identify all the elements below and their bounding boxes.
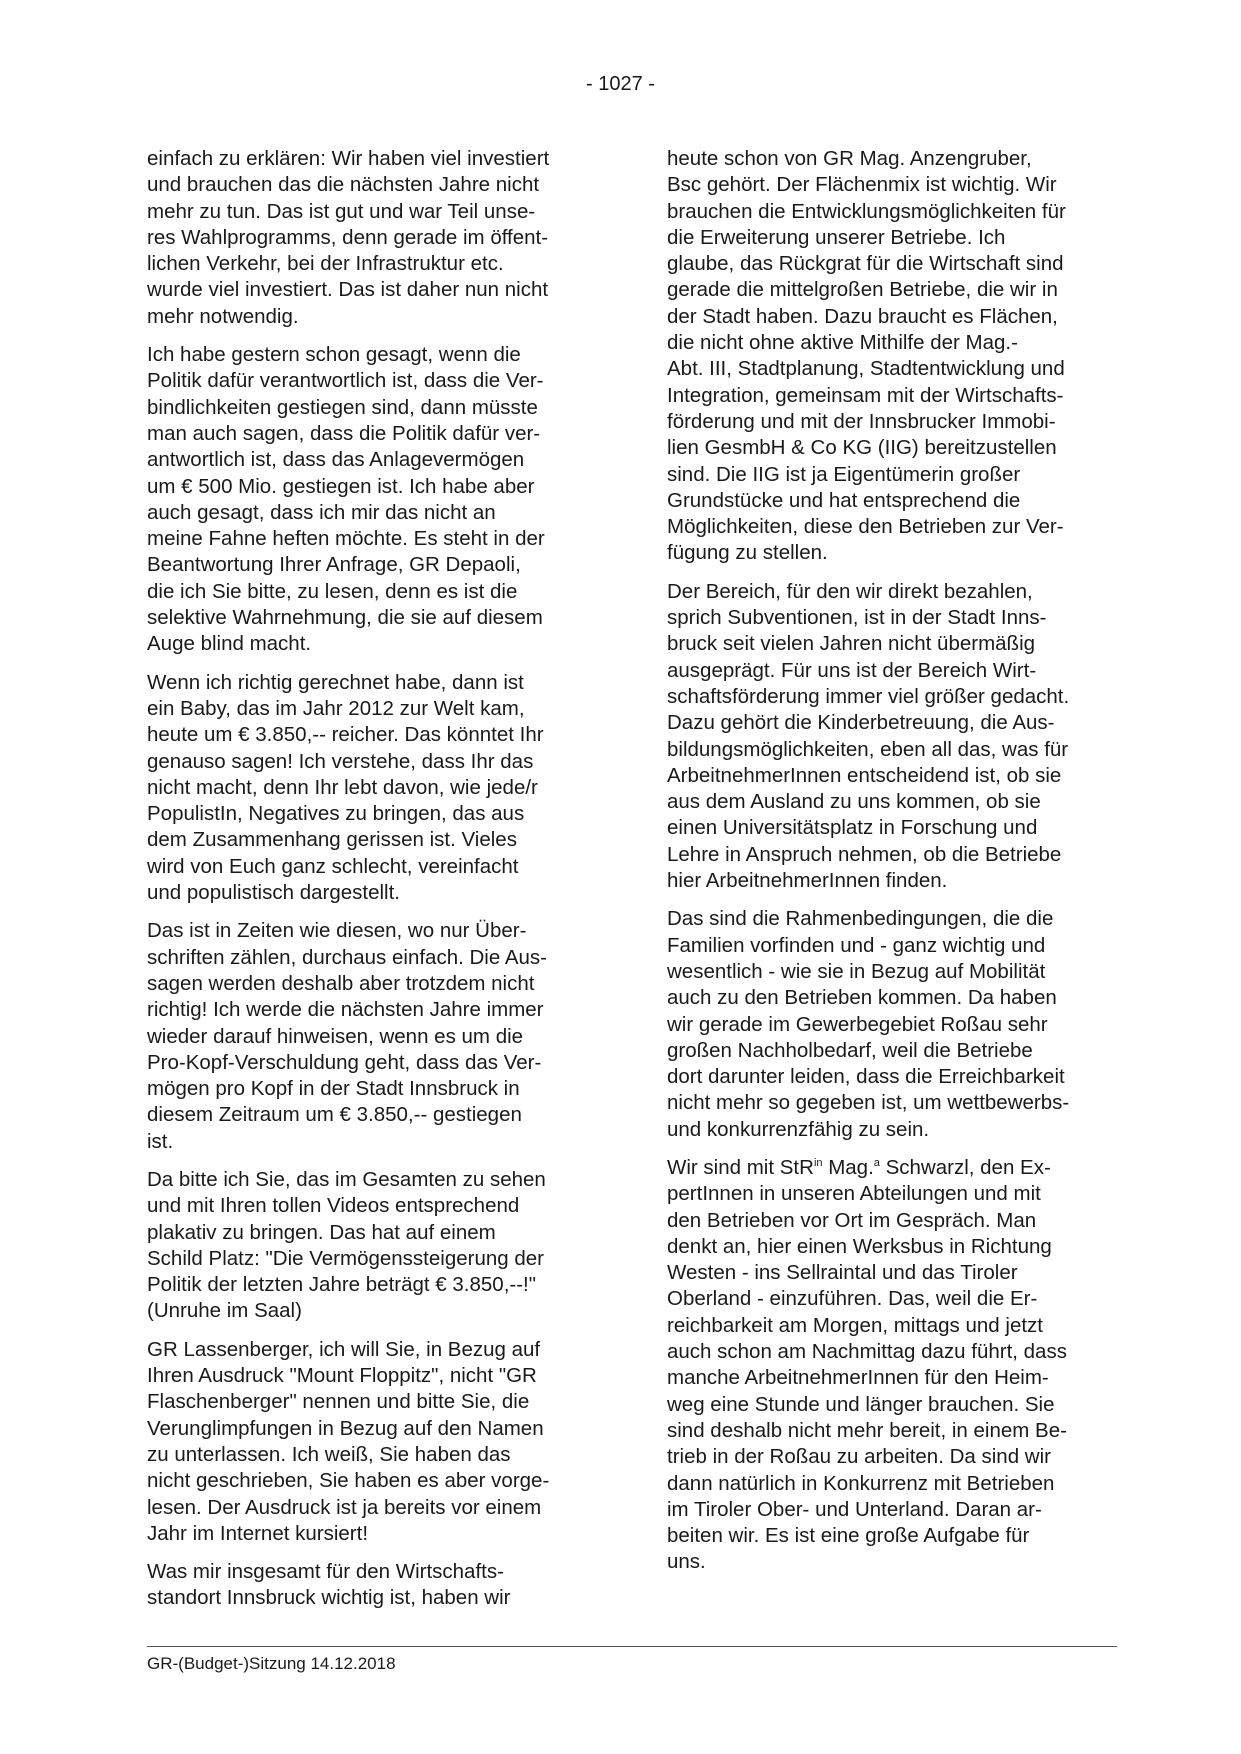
page-number: - 1027 -: [586, 73, 655, 95]
paragraph: [147, 918, 607, 1155]
text-line: schaftsförderung immer viel größer gedacht.: [667, 684, 1070, 708]
text-line: Grundstücke und hat entsprechend die: [667, 488, 1021, 512]
text-line: und brauchen das die nächsten Jahre nicht: [147, 173, 540, 197]
text-line: manche ArbeitnehmerInnen für den Heim-: [667, 1366, 1049, 1390]
text-line: einfach zu erklären: Wir haben viel investiert: [147, 147, 550, 170]
text-line: Auge blind macht.: [147, 632, 312, 656]
paragraph: [147, 670, 607, 907]
text-line: die nicht ohne aktive Mithilfe der Mag.-: [667, 331, 1018, 355]
text-line: gerade die mittelgroßen Betriebe, die wir in: [667, 278, 1058, 302]
text-line: einen Universitätsplatz in Forschung und: [667, 816, 1038, 840]
text-line: großen Nachholbedarf, weil die Betriebe: [667, 1038, 1033, 1062]
text-line: auch gesagt, dass ich mir das nicht an: [147, 500, 496, 524]
text-line: Integration, gemeinsam mit der Wirtschafts-: [667, 383, 1064, 407]
text-line: um € 500 Mio. gestiegen ist. Ich habe aber: [147, 474, 535, 498]
left-column: [147, 146, 607, 1624]
paragraph: [147, 1337, 607, 1547]
text-line: wird von Euch ganz schlecht, vereinfacht: [147, 854, 519, 878]
text-line: ausgeprägt. Für uns ist der Bereich Wirt-: [667, 658, 1037, 682]
text-line: genauso sagen! Ich verstehe, dass Ihr das: [147, 749, 534, 773]
footer-divider: [147, 1646, 1117, 1647]
text-line: PopulistIn, Negatives zu bringen, das aus: [147, 802, 525, 826]
text-line: auch schon am Nachmittag dazu führt, dass: [667, 1340, 1067, 1364]
text-line: Oberland - einzuführen. Das, weil die Er-: [667, 1287, 1038, 1311]
text-line: auch zu den Betrieben kommen. Da haben: [667, 986, 1057, 1010]
text-line: dem Zusammenhang gerissen ist. Vieles: [147, 828, 517, 852]
text-line: und konkurrenzfähig zu sein.: [667, 1117, 930, 1141]
text-line: selektive Wahrnehmung, die sie auf diesem: [147, 606, 543, 630]
text-line: Bsc gehört. Der Flächenmix ist wichtig. Wir: [667, 173, 1057, 197]
text-line: Das sind die Rahmenbedingungen, die die: [667, 907, 1054, 931]
text-line: Flaschenberger" nennen und bitte Sie, die: [147, 1390, 530, 1414]
text-line: brauchen die Entwicklungsmöglichkeiten für: [667, 199, 1066, 223]
text-line: bildungsmöglichkeiten, eben all das, was für: [667, 737, 1069, 761]
text-line: Ihren Ausdruck "Mount Floppitz", nicht "GR: [147, 1364, 537, 1388]
text-line: pertInnen in unseren Abteilungen und mit: [667, 1182, 1041, 1206]
text-line: Jahr im Internet kursiert!: [147, 1521, 369, 1545]
paragraph: [667, 906, 1127, 1143]
paragraph: [147, 1167, 607, 1325]
text-line: uns.: [667, 1550, 706, 1574]
text-line: standort Innsbruck wichtig ist, haben wir: [147, 1586, 511, 1610]
text-line: Pro-Kopf-Verschuldung geht, dass das Ver-: [147, 1050, 542, 1074]
text-line: wurde viel investiert. Das ist daher nun nicht: [147, 278, 549, 302]
paragraph: [667, 146, 1127, 567]
text-line: lesen. Der Ausdruck ist ja bereits vor einem: [147, 1495, 542, 1519]
footer-session-label: GR-(Budget-)Sitzung 14.12.2018: [147, 1654, 396, 1673]
text-fragment: Schwarzl, den Ex-: [879, 1155, 1051, 1179]
text-line: wir gerade im Gewerbegebiet Roßau sehr: [667, 1012, 1048, 1036]
text-line: nicht mehr so gegeben ist, um wettbewerbs-: [667, 1091, 1070, 1115]
text-line: ein Baby, das im Jahr 2012 zur Welt kam,: [147, 696, 525, 720]
paragraph: [667, 1155, 1127, 1576]
superscript: a: [873, 1156, 880, 1169]
text-line: Verunglimpfungen in Bezug auf den Namen: [147, 1416, 544, 1440]
text-line: hier ArbeitnehmerInnen finden.: [667, 869, 948, 893]
text-line: bruck seit vielen Jahren nicht übermäßig: [667, 632, 1036, 656]
text-line: Das ist in Zeiten wie diesen, wo nur Über-: [147, 919, 527, 943]
text-line: diesem Zeitraum um € 3.850,-- gestiegen: [147, 1103, 522, 1127]
text-line: Möglichkeiten, diese den Betrieben zur Ver-: [667, 515, 1064, 539]
text-line: aus dem Ausland zu uns kommen, ob sie: [667, 790, 1041, 814]
text-line: plakativ zu bringen. Das hat auf einem: [147, 1220, 496, 1244]
text-line: (Unruhe im Saal): [147, 1299, 302, 1323]
text-line: Abt. III, Stadtplanung, Stadtentwicklung und: [667, 357, 1065, 381]
text-line: Wenn ich richtig gerechnet habe, dann ist: [147, 670, 524, 694]
text-line: reichbarkeit am Morgen, mittags und jetzt: [667, 1313, 1043, 1337]
text-line: mehr zu tun. Das ist gut und war Teil unse-: [147, 199, 536, 223]
text-fragment: Mag.: [822, 1155, 874, 1179]
text-line: wieder darauf hinweisen, wenn es um die: [147, 1024, 524, 1048]
text-line: dann natürlich in Konkurrenz mit Betrieben: [667, 1471, 1055, 1495]
text-line: ArbeitnehmerInnen entscheidend ist, ob sie: [667, 763, 1062, 787]
text-line: den Betrieben vor Ort im Gespräch. Man: [667, 1208, 1037, 1232]
text-line: heute um € 3.850,-- reicher. Das könntet Ihr: [147, 723, 544, 747]
text-line: Dazu gehört die Kinderbetreuung, die Aus-: [667, 711, 1055, 735]
text-line: heute schon von GR Mag. Anzengruber,: [667, 147, 1032, 170]
text-line: die Erweiterung unserer Betriebe. Ich: [667, 225, 1006, 249]
text-line: und mit Ihren tollen Videos entsprechend: [147, 1194, 520, 1218]
right-column: [667, 146, 1127, 1588]
text-line: [667, 1155, 1127, 1181]
text-line: sind deshalb nicht mehr bereit, in einem Be-: [667, 1418, 1067, 1442]
text-line: ist.: [147, 1129, 174, 1153]
text-line: sind. Die IIG ist ja Eigentümerin großer: [667, 462, 1021, 486]
text-fragment: Wir sind mit StR: [667, 1155, 814, 1179]
text-line: zu unterlassen. Ich weiß, Sie haben das: [147, 1442, 511, 1466]
text-line: dort darunter leiden, dass die Erreichbarkeit: [667, 1065, 1065, 1089]
text-line: förderung und mit der Innsbrucker Immobi-: [667, 409, 1056, 433]
text-line: trieb in der Roßau zu arbeiten. Da sind wir: [667, 1445, 1051, 1469]
text-line: Was mir insgesamt für den Wirtschafts-: [147, 1560, 504, 1584]
text-line: GR Lassenberger, ich will Sie, in Bezug auf: [147, 1337, 541, 1361]
text-line: Schild Platz: "Die Vermögenssteigerung der: [147, 1246, 544, 1270]
text-line: mögen pro Kopf in der Stadt Innsbruck in: [147, 1077, 520, 1101]
text-line: res Wahlprogramms, denn gerade im öffent-: [147, 225, 549, 249]
text-line: meine Fahne heften möchte. Es steht in der: [147, 527, 545, 551]
text-line: nicht geschrieben, Sie haben es aber vorge-: [147, 1469, 550, 1493]
text-line: Da bitte ich Sie, das im Gesamten zu sehen: [147, 1167, 546, 1191]
text-line: man auch sagen, dass die Politik dafür ver-: [147, 421, 541, 445]
text-line: Ich habe gestern schon gesagt, wenn die: [147, 343, 521, 367]
text-line: Politik der letzten Jahre beträgt € 3.850,--!": [147, 1273, 537, 1297]
text-line: Der Bereich, für den wir direkt bezahlen,: [667, 579, 1033, 603]
text-line: weg eine Stunde und länger brauchen. Sie: [667, 1392, 1055, 1416]
text-line: glaube, das Rückgrat für die Wirtschaft sind: [667, 252, 1064, 276]
text-line: Beantwortung Ihrer Anfrage, GR Depaoli,: [147, 553, 521, 577]
superscript: in: [813, 1156, 823, 1169]
text-line: antwortlich ist, dass das Anlagevermögen: [147, 448, 525, 472]
text-line: nicht macht, denn Ihr lebt davon, wie jede/r: [147, 775, 538, 799]
text-line: mehr notwendig.: [147, 304, 299, 328]
text-line: im Tiroler Ober- und Unterland. Daran ar-: [667, 1497, 1042, 1521]
text-line: Familien vorfinden und - ganz wichtig und: [667, 933, 1046, 957]
text-line: richtig! Ich werde die nächsten Jahre immer: [147, 998, 544, 1022]
text-line: sagen werden deshalb aber trotzdem nicht: [147, 971, 535, 995]
text-line: sprich Subventionen, ist in der Stadt Inns-: [667, 606, 1047, 630]
paragraph: [147, 342, 607, 658]
text-line: bindlichkeiten gestiegen sind, dann müsste: [147, 395, 538, 419]
text-line: die ich Sie bitte, zu lesen, denn es ist die: [147, 579, 518, 603]
text-line: Politik dafür verantwortlich ist, dass die Ver-: [147, 369, 544, 393]
text-line: der Stadt haben. Dazu braucht es Flächen,: [667, 304, 1058, 328]
text-line: und populistisch dargestellt.: [147, 881, 400, 905]
text-line: Lehre in Anspruch nehmen, ob die Betriebe: [667, 842, 1062, 866]
text-line: fügung zu stellen.: [667, 541, 828, 565]
text-line: schriften zählen, durchaus einfach. Die Aus-: [147, 945, 547, 969]
text-line: wesentlich - wie sie in Bezug auf Mobilität: [667, 959, 1046, 983]
text-line: lichen Verkehr, bei der Infrastruktur etc.: [147, 252, 504, 276]
paragraph: [147, 146, 607, 330]
paragraph: [147, 1559, 607, 1612]
text-line: lien GesmbH & Co KG (IIG) bereitzustellen: [667, 436, 1057, 460]
text-line: beiten wir. Es ist eine große Aufgabe für: [667, 1524, 1030, 1548]
text-line: denkt an, hier einen Werksbus in Richtung: [667, 1234, 1052, 1258]
text-line: Westen - ins Sellraintal und das Tiroler: [667, 1261, 1018, 1285]
paragraph: [667, 579, 1127, 895]
